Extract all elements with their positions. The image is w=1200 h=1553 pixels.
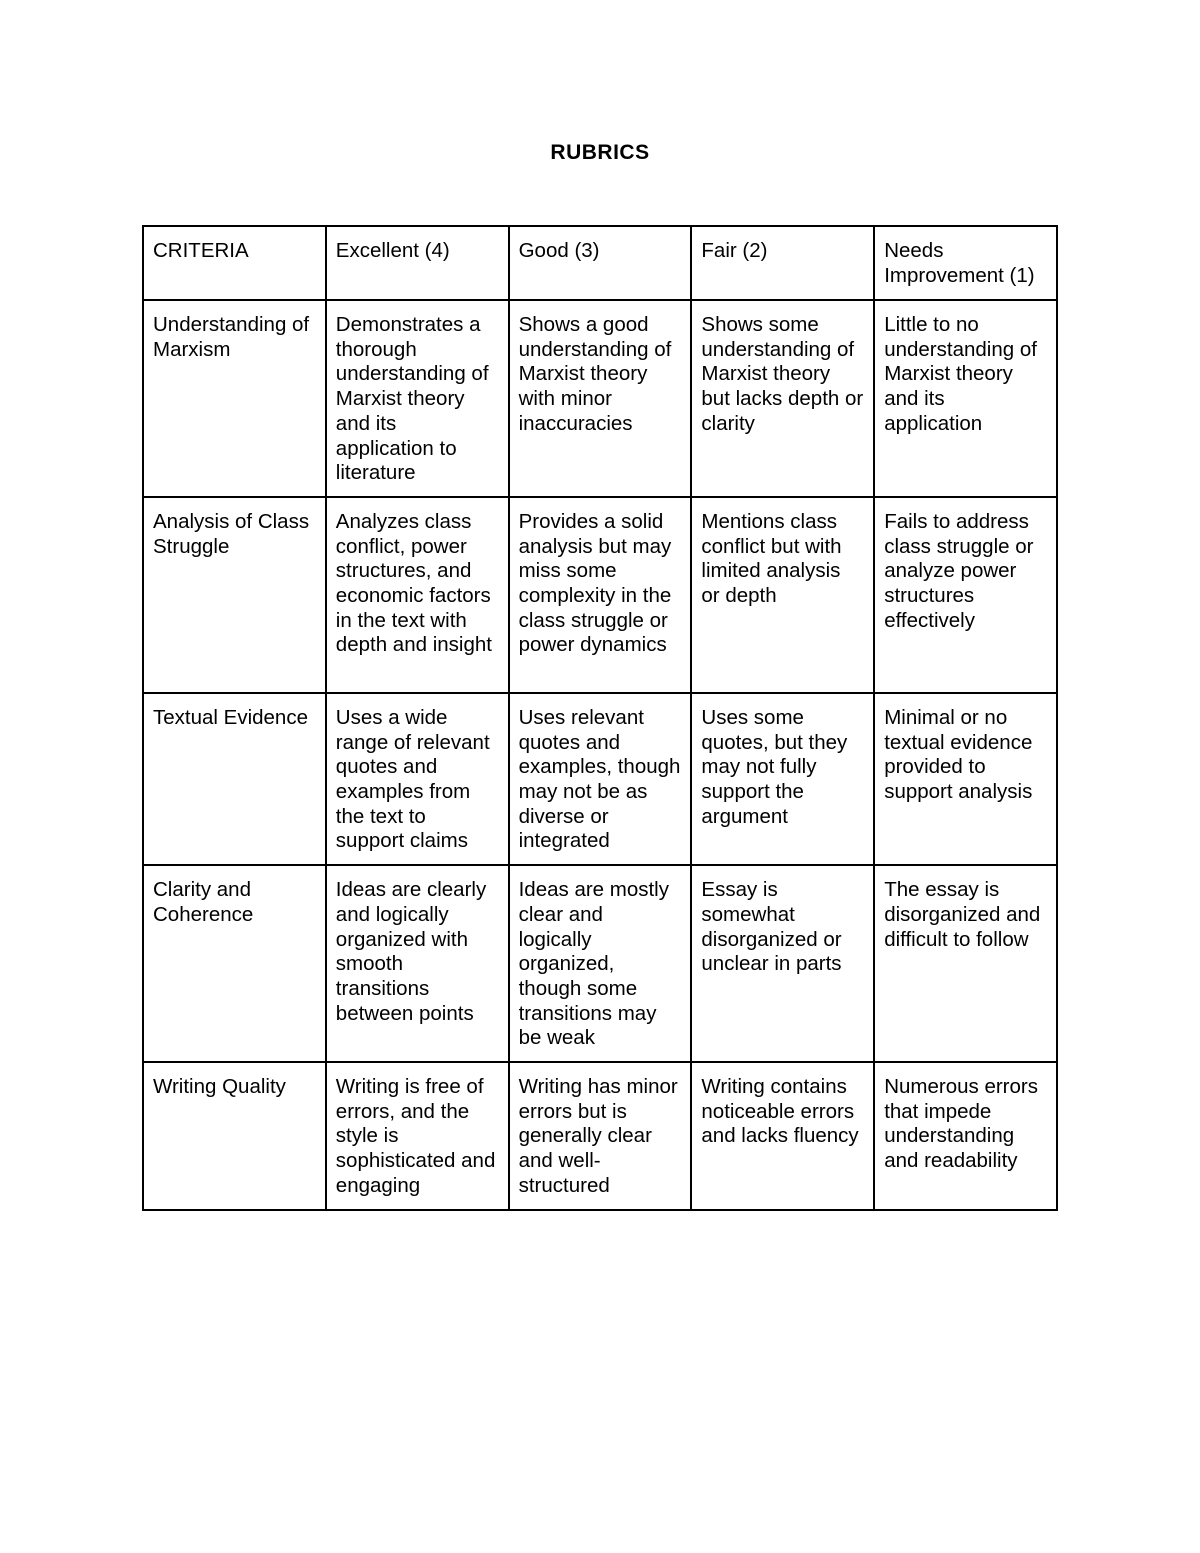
excellent-cell: Writing is free of errors, and the style is sophisticated and engaging (326, 1062, 509, 1210)
table-row (143, 1062, 1057, 1210)
good-cell: Provides a solid analysis but may miss some complexity in the class struggle or power dynamics (509, 497, 692, 693)
criterion-cell: Writing Quality (143, 1062, 326, 1210)
header-good: Good (3) (509, 226, 692, 300)
fair-cell: Mentions class conflict but with limited analysis or depth (691, 497, 874, 693)
table-row (143, 865, 1057, 1062)
fair-cell: Essay is somewhat disorganized or unclear in parts (691, 865, 874, 1062)
needs-improvement-cell: The essay is disorganized and difficult to follow (874, 865, 1057, 1062)
good-cell: Shows a good understanding of Marxist theory with minor inaccuracies (509, 300, 692, 497)
good-cell: Uses relevant quotes and examples, though may not be as diverse or integrated (509, 693, 692, 865)
header-fair: Fair (2) (691, 226, 874, 300)
fair-cell: Shows some understanding of Marxist theory but lacks depth or clarity (691, 300, 874, 497)
header-criteria: CRITERIA (143, 226, 326, 300)
page-title: RUBRICS (550, 141, 650, 164)
needs-improvement-cell: Little to no understanding of Marxist theory and its application (874, 300, 1057, 497)
needs-improvement-cell: Numerous errors that impede understanding and readability (874, 1062, 1057, 1210)
needs-improvement-cell: Minimal or no textual evidence provided to support analysis (874, 693, 1057, 865)
excellent-cell: Ideas are clearly and logically organized with smooth transitions between points (326, 865, 509, 1062)
criterion-cell: Textual Evidence (143, 693, 326, 865)
table-row (143, 300, 1057, 497)
criterion-cell: Clarity and Coherence (143, 865, 326, 1062)
criterion-cell: Understanding of Marxism (143, 300, 326, 497)
good-cell: Ideas are mostly clear and logically organized, though some transitions may be weak (509, 865, 692, 1062)
excellent-cell: Analyzes class conflict, power structures, and economic factors in the text with depth and insight (326, 497, 509, 693)
table-header-row (143, 226, 1057, 300)
header-needs-improvement: Needs Improvement (1) (874, 226, 1057, 300)
good-cell: Writing has minor errors but is generally clear and well-structured (509, 1062, 692, 1210)
excellent-cell: Uses a wide range of relevant quotes and examples from the text to support claims (326, 693, 509, 865)
fair-cell: Uses some quotes, but they may not fully support the argument (691, 693, 874, 865)
needs-improvement-cell: Fails to address class struggle or analyze power structures effectively (874, 497, 1057, 693)
criterion-cell: Analysis of Class Struggle (143, 497, 326, 693)
table-row (143, 693, 1057, 865)
fair-cell: Writing contains noticeable errors and lacks fluency (691, 1062, 874, 1210)
header-excellent: Excellent (4) (326, 226, 509, 300)
excellent-cell: Demonstrates a thorough understanding of Marxist theory and its application to literature (326, 300, 509, 497)
rubric-table (142, 225, 1058, 1211)
table-row (143, 497, 1057, 693)
